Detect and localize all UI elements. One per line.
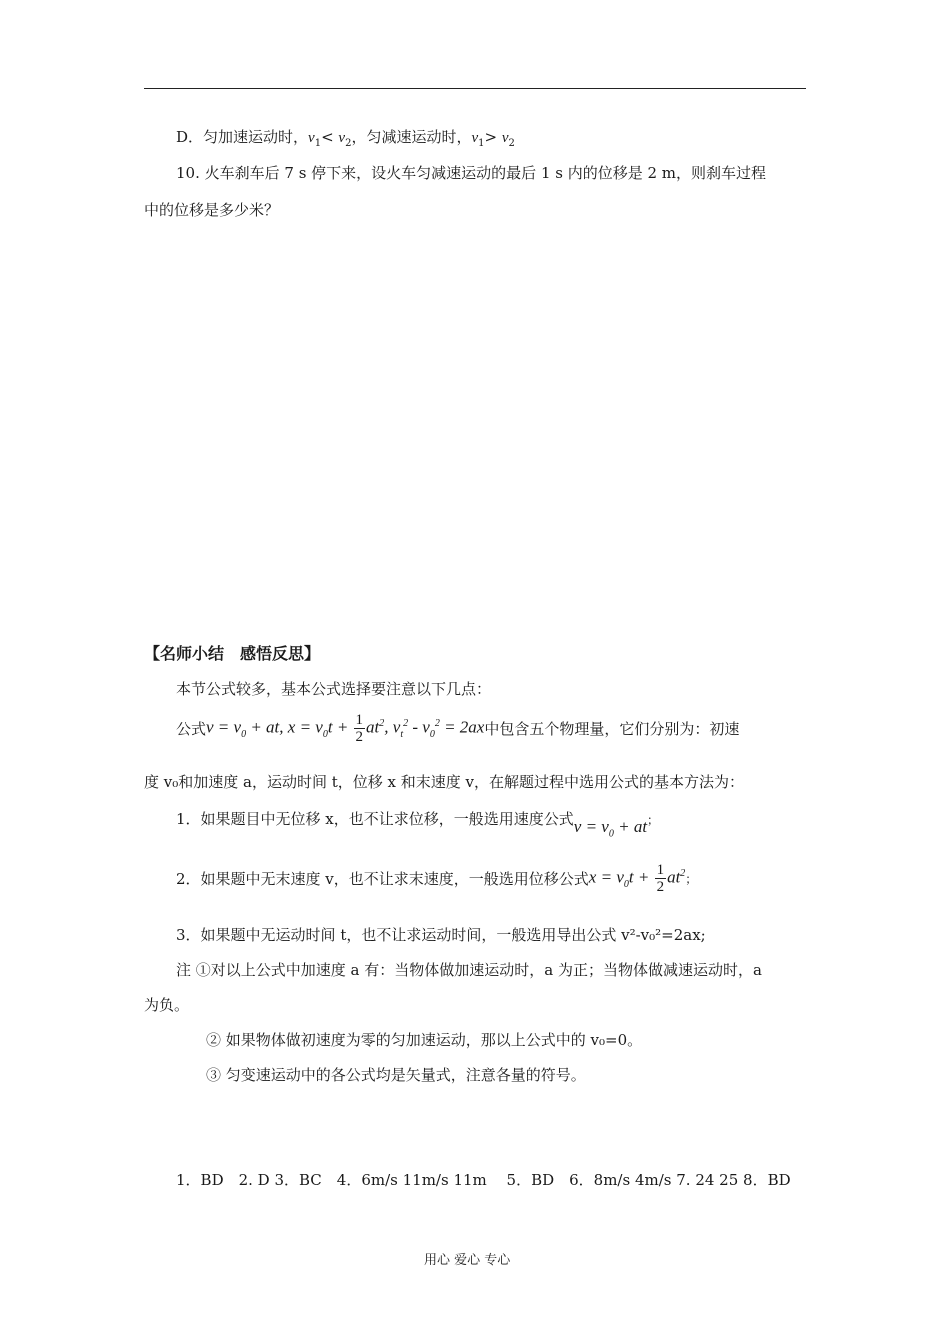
- q10-line-1: 10. 火车刹车后 7 s 停下来，设火车匀减速运动的最后 1 s 内的位移是 2 m，则刹车过程: [176, 164, 767, 182]
- item-1-suffix: ；: [647, 813, 660, 827]
- q9-option-d: D．匀加速运动时，$v_1< v_2$，匀减速运动时，$v_1> v_2$: [176, 128, 515, 149]
- summary-heading: 【名师小结 感悟反思】: [144, 644, 321, 663]
- page-footer: 用心 爱心 专心: [424, 1253, 511, 1268]
- item-2: [176, 862, 697, 895]
- item-1: [176, 808, 659, 839]
- item-3: 3．如果题中无运动时间 t，也不让求运动时间，一般选用导出公式 v²-v₀²=2ax;: [176, 926, 706, 944]
- displacement-formula: $x = v_0t$ + $\frac{1}{2}$ $at^2$: [588, 862, 686, 895]
- velocity-formula: $v = v_0$ + at: [573, 817, 648, 840]
- note-2: ② 如果物体做初速度为零的匀加速运动，那以上公式中的 v₀=0。: [206, 1031, 643, 1049]
- note-3: ③ 匀变速运动中的各公式均是矢量式，注意各量的符号。: [206, 1066, 586, 1084]
- item-1-prefix: 1．如果题目中无位移 x，也不让求位移，一般选用速度公式: [176, 810, 574, 828]
- kinematics-formula: $v = v_0$ + at, $x = v_0t$ + $\frac{1}{2}$ $at^2$, $v_t^2 - v_0^2 = 2ax$: [206, 712, 485, 745]
- summary-line-2: 度 v₀和加速度 a，运动时间 t，位移 x 和末速度 v，在解题过程中选用公式的基本方法为：: [144, 773, 745, 791]
- answer-key: 1．BD 2. D 3．BC 4．6m/s 11m/s 11m 5．BD 6．8m/s 4m/s 7. 24 25 8．BD: [176, 1171, 791, 1189]
- formula-line: [176, 712, 739, 745]
- note-line-1: 注 ①对以上公式中加速度 a 有：当物体做加速运动时，a 为正；当物体做减速运动时，a: [176, 961, 762, 979]
- note-line-2: 为负。: [144, 996, 190, 1014]
- summary-intro: 本节公式较多，基本公式选择要注意以下几点：: [176, 680, 492, 698]
- formula-suffix: 中包含五个物理量，它们分别为：初速: [484, 720, 740, 738]
- item-2-suffix: ；: [685, 872, 698, 886]
- formula-prefix: 公式: [176, 720, 207, 738]
- item-2-prefix: 2．如果题中无末速度 v，也不让求末速度，一般选用位移公式: [176, 870, 589, 888]
- q10-line-2: 中的位移是多少米？: [144, 201, 280, 219]
- header-rule: [144, 88, 806, 89]
- option-d-mid: ，匀减速运动时，: [351, 128, 472, 146]
- option-d-prefix: D．匀加速运动时，: [176, 128, 309, 146]
